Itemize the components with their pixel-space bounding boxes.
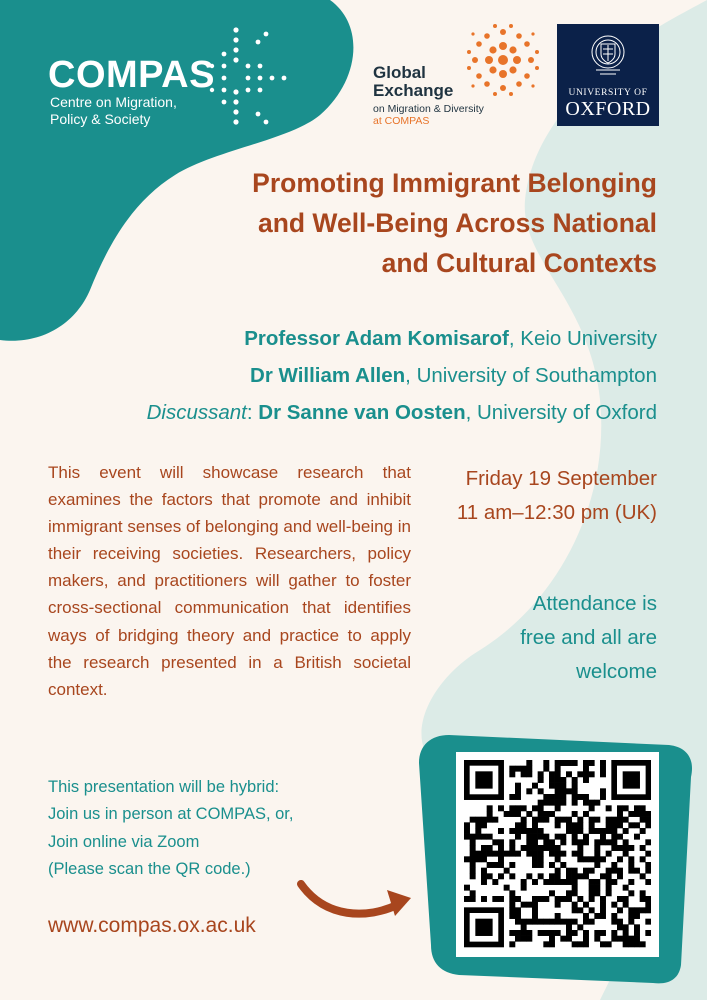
compas-tagline-line2: Policy & Society	[50, 111, 151, 127]
hybrid-line4: (Please scan the QR code.)	[48, 859, 251, 878]
qr-code-icon[interactable]	[464, 760, 651, 949]
compas-logo	[48, 38, 298, 138]
hybrid-line1: This presentation will be hybrid:	[48, 778, 280, 796]
event-title	[137, 163, 657, 283]
speaker-name: Dr William Allen	[250, 364, 406, 387]
global-exchange-title-line2: Exchange	[373, 81, 454, 100]
speaker-affiliation: , University of Southampton	[405, 364, 657, 387]
event-title-line1: Promoting Immigrant Belonging	[252, 168, 657, 198]
hybrid-line3: Join online via Zoom	[48, 832, 200, 851]
attendance-line1: Attendance is	[532, 592, 657, 615]
event-time: 11 am–12:30 pm (UK)	[456, 501, 657, 524]
attendance-line3: welcome	[576, 660, 657, 683]
event-title-line2: and Well-Being Across National	[257, 208, 657, 238]
global-exchange-subtitle: on Migration & Diversity	[373, 103, 484, 115]
speaker-name: Professor Adam Komisarof	[244, 327, 509, 350]
website-link[interactable]: www.compas.ox.ac.uk	[48, 914, 256, 937]
global-exchange-title-line1: Global	[373, 63, 426, 82]
hybrid-line2: Join us in person at COMPAS, or,	[48, 805, 294, 824]
global-exchange-at-compas: at COMPAS	[373, 115, 430, 127]
attendance-line2: free and all are	[520, 626, 657, 649]
event-description: This event will showcase research that examines the factors that promote and inhibit immigrant senses of belonging and well-being in their receiving societies. Researchers, policy makers, and practitioners will gather to foster cross-sectional communication that identifies ways of bridging theory and practice to apply the research presented in a British societal context.	[48, 463, 411, 699]
discussant-label: Discussant	[146, 401, 247, 424]
compas-tagline	[50, 94, 220, 128]
compas-tagline-line1: Centre on Migration,	[50, 94, 177, 110]
speaker-affiliation: , University of Oxford	[465, 401, 657, 424]
attendance-note	[437, 587, 657, 689]
compas-wordmark: COMPAS	[48, 54, 215, 96]
speakers-list	[57, 320, 657, 431]
oxford-logo	[557, 24, 659, 126]
global-exchange-logo	[373, 22, 543, 132]
qr-code-card	[456, 752, 659, 957]
oxford-crest-icon	[590, 32, 626, 80]
oxford-wordmark: OXFORD	[565, 98, 651, 120]
speaker-row: Discussant: Dr Sanne van Oosten, University of Oxford	[146, 401, 657, 424]
curved-arrow-icon	[295, 870, 420, 930]
global-exchange-title	[373, 64, 503, 100]
oxford-university-of: UNIVERSITY OF	[568, 88, 648, 98]
hybrid-info	[48, 774, 388, 883]
event-title-line3: and Cultural Contexts	[381, 248, 657, 278]
speaker-row	[57, 357, 657, 394]
event-date: Friday 19 September	[465, 467, 657, 490]
speaker-name: Dr Sanne van Oosten	[258, 401, 466, 424]
event-datetime	[397, 462, 657, 530]
speaker-affiliation: , Keio University	[508, 327, 657, 350]
speaker-row	[57, 320, 657, 357]
